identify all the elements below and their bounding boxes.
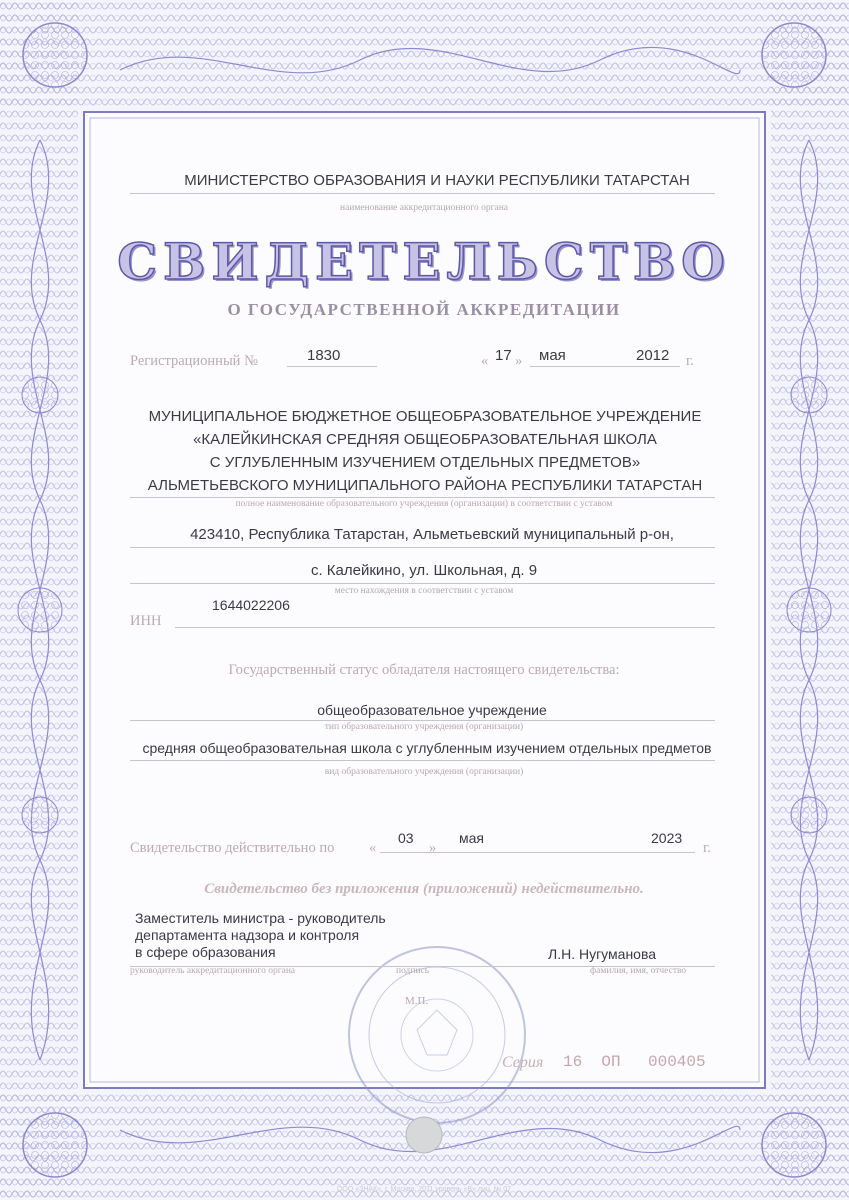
validity-day: 03 xyxy=(398,830,414,846)
signatory-position xyxy=(135,910,386,961)
validity-year-suffix: г. xyxy=(703,840,711,856)
registration-day: 17 xyxy=(495,347,512,364)
organization-line: АЛЬМЕТЬЕВСКОГО МУНИЦИПАЛЬНОГО РАЙОНА РЕСПУБЛИКИ ТАТАРСТАН xyxy=(147,477,703,494)
registration-date-line xyxy=(530,366,680,367)
signatory-caption-position: руководитель аккредитационного органа xyxy=(130,966,296,976)
address-caption: место нахождения в соответствии с уставом xyxy=(334,586,514,596)
validity-quote-open: « xyxy=(369,840,377,856)
status-kind-caption: вид образовательного учреждения (организации) xyxy=(324,767,524,777)
organization-name xyxy=(135,405,715,497)
status-heading: Государственный статус обладателя настоящего свидетельства: xyxy=(228,662,620,678)
validity-notice: Свидетельство без приложения (приложений) недействительно. xyxy=(204,881,644,897)
registration-year-suffix: г. xyxy=(686,353,694,369)
registration-quote-close: » xyxy=(515,353,523,369)
signatory-name: Л.Н. Нугуманова xyxy=(548,946,657,962)
serie-code: 16 ОП xyxy=(563,1053,621,1071)
registration-label: Регистрационный № xyxy=(130,353,258,369)
inn-rule xyxy=(175,627,715,628)
issuer-line xyxy=(130,193,715,194)
registration-quote-open: « xyxy=(481,353,489,369)
printer-footer: ООО «ЗНАК», г. Москва, 2011 уровень «В» лиц. № 07 xyxy=(336,1186,512,1193)
status-type: общеобразовательное учреждение xyxy=(317,702,547,718)
address-rule-2 xyxy=(130,583,715,584)
registration-year: 2012 xyxy=(636,347,670,364)
serie-number: 000405 xyxy=(648,1053,706,1071)
issuer-caption: наименование аккредитационного органа xyxy=(339,203,509,213)
organization-line-rule xyxy=(130,497,715,498)
status-kind: средняя общеобразовательная школа с углубленным изучением отдельных предметов xyxy=(142,740,712,756)
validity-month: мая xyxy=(459,830,484,846)
signatory-position-line: в сфере образования xyxy=(135,944,276,960)
signatory-caption-name: фамилия, имя, отчество xyxy=(590,966,687,976)
address-rule-1 xyxy=(130,547,715,548)
certificate-title: СВИДЕТЕЛЬСТВО xyxy=(117,232,731,291)
validity-label: Свидетельство действительно по xyxy=(130,840,335,856)
signatory-caption-signature: подпись xyxy=(396,966,430,976)
registration-number: 1830 xyxy=(307,347,341,364)
validity-year: 2023 xyxy=(651,830,683,846)
validity-rule xyxy=(380,852,695,853)
status-type-rule xyxy=(130,720,715,721)
organization-line: С УГЛУБЛЕННЫМ ИЗУЧЕНИЕМ ОТДЕЛЬНЫХ ПРЕДМЕТОВ» xyxy=(209,454,641,471)
inn-value: 1644022206 xyxy=(212,597,290,613)
status-type-caption: тип образовательного учреждения (организации) xyxy=(324,722,524,732)
status-kind-rule xyxy=(130,760,715,761)
serie-label: Серия xyxy=(502,1054,544,1071)
organization-line: «КАЛЕЙКИНСКАЯ СРЕДНЯЯ ОБЩЕОБРАЗОВАТЕЛЬНАЯ ШКОЛА xyxy=(193,431,657,448)
inn-label: ИНН xyxy=(130,613,162,629)
certificate-subtitle: О ГОСУДАРСТВЕННОЙ АККРЕДИТАЦИИ xyxy=(227,300,621,319)
organization-caption: полное наименование образовательного учреждения (организации) в соответствии с уставом xyxy=(235,499,613,509)
address-line-1: 423410, Республика Татарстан, Альметьевский муниципальный р-он, xyxy=(190,526,674,543)
issuer-name: МИНИСТЕРСТВО ОБРАЗОВАНИЯ И НАУКИ РЕСПУБЛИКИ ТАТАРСТАН xyxy=(184,172,690,189)
organization-line: МУНИЦИПАЛЬНОЕ БЮДЖЕТНОЕ ОБЩЕОБРАЗОВАТЕЛЬНОЕ УЧРЕЖДЕНИЕ xyxy=(148,408,702,425)
registration-number-line xyxy=(287,366,377,367)
validity-quote-close: » xyxy=(429,840,437,856)
address-line-2: с. Калейкино, ул. Школьная, д. 9 xyxy=(310,562,538,579)
signatory-position-line: Заместитель министра - руководитель xyxy=(135,910,386,926)
hologram xyxy=(406,1117,442,1153)
signatory-position-line: департамента надзора и контроля xyxy=(135,927,360,943)
stamp-place: М.П. xyxy=(405,995,429,1007)
registration-month: мая xyxy=(539,347,566,364)
